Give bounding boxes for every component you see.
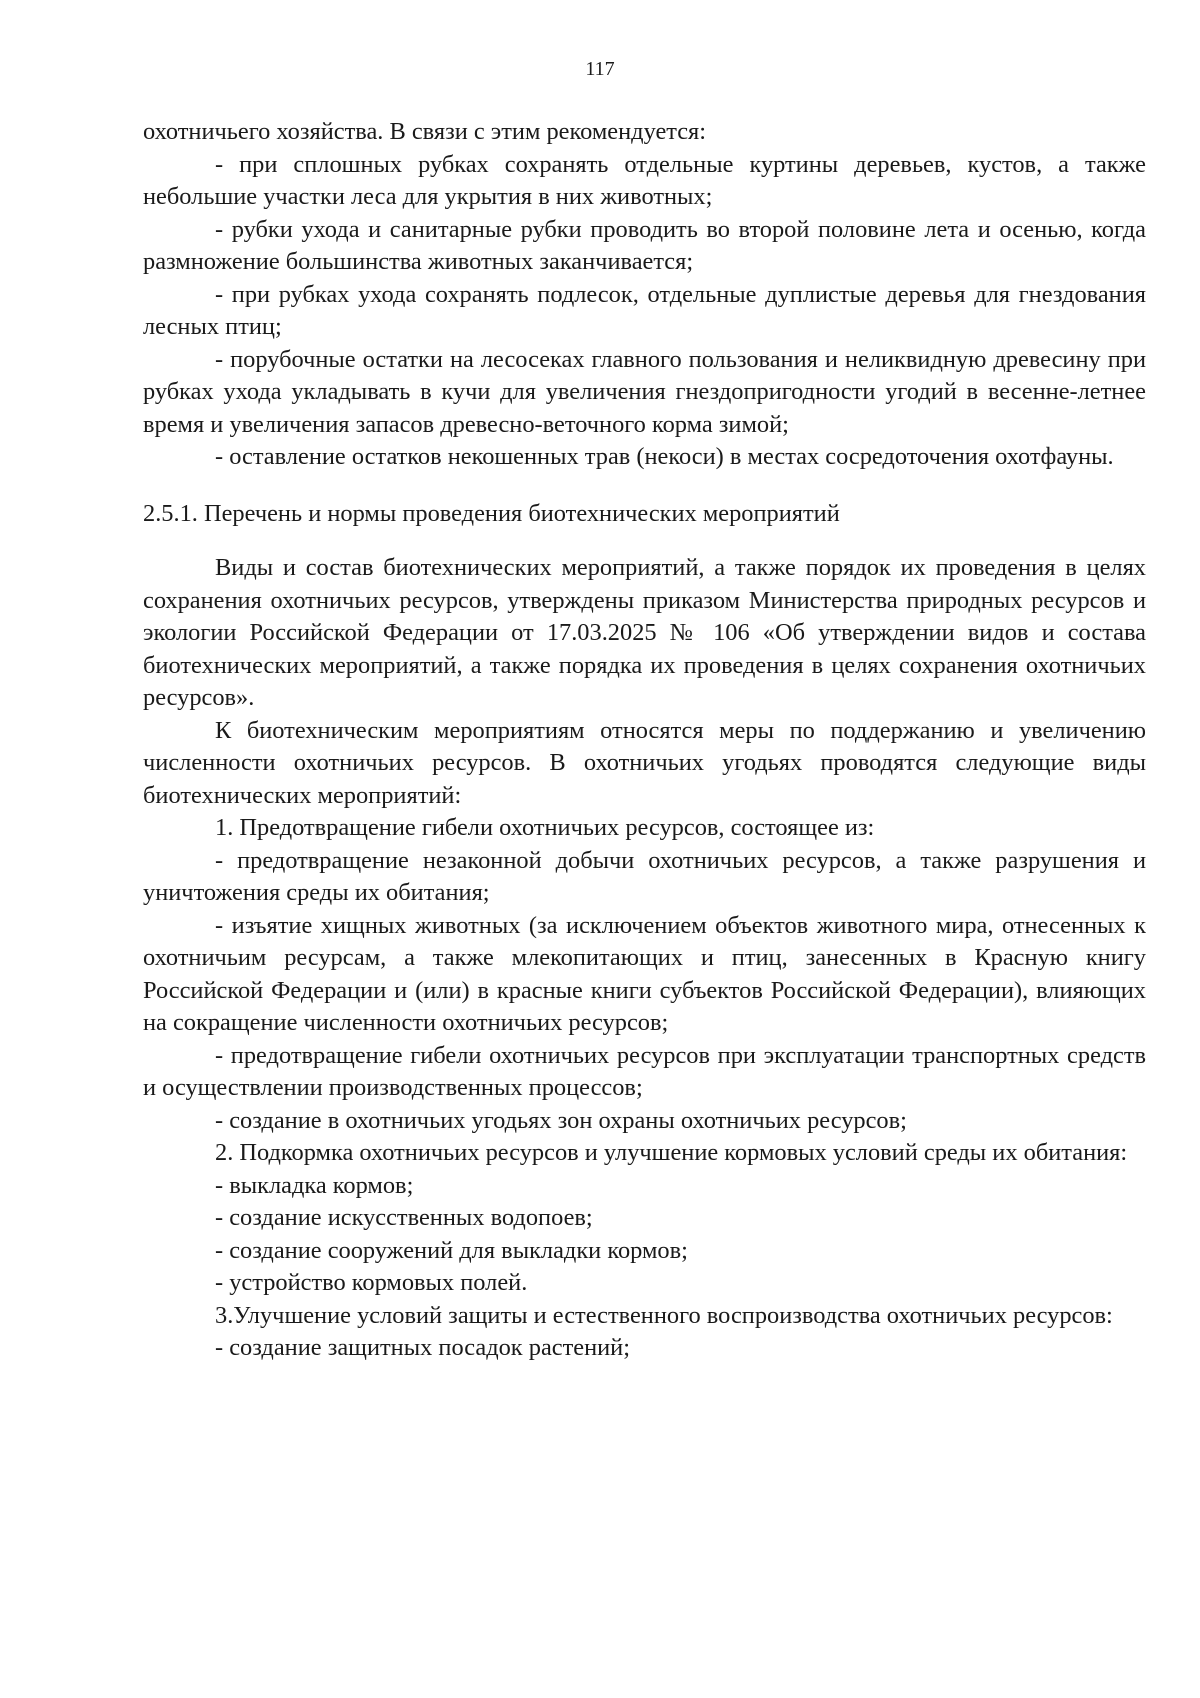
paragraph: К биотехническим мероприятиям относятся меры по поддержанию и увеличению численности охотничьих ресурсов. В охотничьих угодьях проводятся следующие виды биотехнических мероприятий:: [143, 716, 1146, 809]
section-heading: 2.5.1. Перечень и нормы проведения биотехнических мероприятий: [143, 499, 840, 527]
paragraph: охотничьего хозяйства. В связи с этим рекомендуется:: [143, 118, 707, 145]
paragraph: - рубки ухода и санитарные рубки проводить во второй половине лета и осенью, когда размножение большинства животных заканчивается;: [143, 215, 1146, 275]
paragraph: - создание защитных посадок растений;: [215, 1334, 631, 1361]
paragraph: - изъятие хищных животных (за исключением объектов животного мира, отнесенных к охотничьим ресурсам, а также млекопитающих и птиц, занесенных в Красную книгу Российской Федерации и (или) в красные книги субъектов Российской Федерации), влияющих на сокращение численности охотничьих ресурсов;: [143, 911, 1146, 1036]
paragraph: 1. Предотвращение гибели охотничьих ресурсов, состоящее из:: [215, 814, 875, 841]
paragraph: - при сплошных рубках сохранять отдельные куртины деревьев, кустов, а также небольшие участки леса для укрытия в них животных;: [143, 150, 1146, 210]
paragraph: - предотвращение гибели охотничьих ресурсов при эксплуатации транспортных средств и осуществлении производственных процессов;: [143, 1041, 1146, 1101]
paragraph: Виды и состав биотехнических мероприятий, а также порядок их проведения в целях сохранения охотничьих ресурсов, утверждены приказом Министерства природных ресурсов и экологии Российской Федерации от 17.03.2025 № 106 «Об утверждении видов и состава биотехнических мероприятий, а также порядка их проведения в целях сохранения охотничьих ресурсов».: [143, 554, 1146, 711]
page-number: 117: [585, 58, 615, 80]
paragraph: - порубочные остатки на лесосеках главного пользования и неликвидную древесину при рубках ухода укладывать в кучи для увеличения гнездопригодности угодий в весенне-летнее время и увеличения запасов древесно-веточного корма зимой;: [143, 345, 1146, 438]
recommendations-block: [143, 116, 1146, 474]
paragraph: - устройство кормовых полей.: [215, 1269, 528, 1296]
paragraph: - оставление остатков некошенных трав (некоси) в местах сосредоточения охотфауны.: [215, 443, 1114, 470]
paragraph: - предотвращение незаконной добычи охотничьих ресурсов, а также разрушения и уничтожения среды их обитания;: [143, 846, 1146, 906]
paragraph: - при рубках ухода сохранять подлесок, отдельные дуплистые деревья для гнездования лесных птиц;: [143, 280, 1146, 340]
page-content: [143, 116, 1146, 1365]
paragraph: 2. Подкормка охотничьих ресурсов и улучшение кормовых условий среды их обитания:: [215, 1139, 1128, 1166]
biotechnical-measures-block: [143, 552, 1146, 1365]
paragraph: - выкладка кормов;: [215, 1171, 414, 1199]
paragraph: - создание сооружений для выкладки кормов;: [215, 1236, 688, 1264]
paragraph: 3.Улучшение условий защиты и естественного воспроизводства охотничьих ресурсов:: [215, 1301, 1113, 1329]
paragraph: - создание искусственных водопоев;: [215, 1204, 593, 1231]
paragraph: - создание в охотничьих угодьях зон охраны охотничьих ресурсов;: [215, 1106, 907, 1134]
